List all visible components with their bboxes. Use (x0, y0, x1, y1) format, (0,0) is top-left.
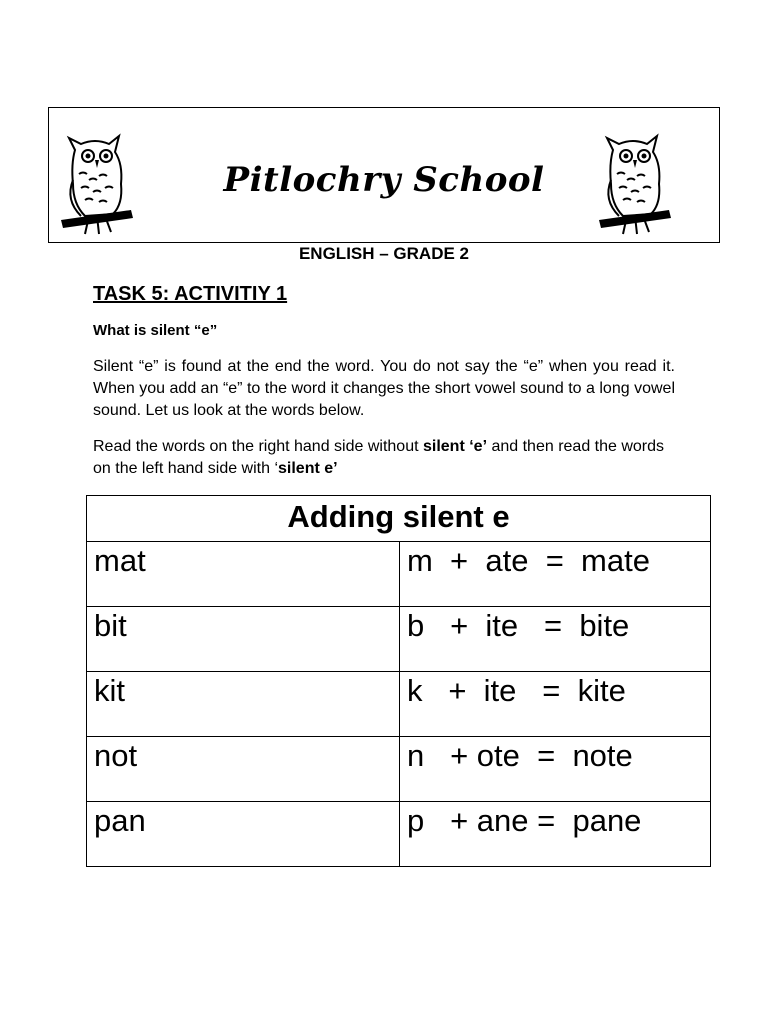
equation-cell: m + ate = mate (400, 542, 711, 607)
table-row (87, 802, 711, 867)
table-row (87, 737, 711, 802)
instruction-text: and then read the words on the left hand side with ‘ (93, 438, 665, 477)
table-row (87, 672, 711, 737)
equation-cell: k + ite = kite (400, 672, 711, 737)
owl-icon (597, 130, 677, 238)
word-cell: kit (87, 672, 400, 737)
school-header (48, 107, 720, 243)
grade-subtitle: ENGLISH – GRADE 2 (298, 244, 470, 263)
instruction-bold: silent ‘e’ (422, 438, 488, 455)
table-header-row (87, 496, 711, 542)
table-row (87, 607, 711, 672)
word-cell: pan (87, 802, 400, 867)
instruction-text: Read the words on the right hand side without (93, 438, 423, 455)
equation-cell: b + ite = bite (400, 607, 711, 672)
word-cell: mat (87, 542, 400, 607)
equation-cell: n + ote = note (400, 737, 711, 802)
school-name: Pitlochry School (223, 160, 545, 200)
word-cell: not (87, 737, 400, 802)
equation-cell: p + ane = pane (400, 802, 711, 867)
question-heading: What is silent “e” (93, 322, 218, 339)
silent-e-table (86, 495, 711, 867)
instruction-bold: silent e’ (278, 460, 338, 477)
table-title: Adding silent e (87, 496, 711, 542)
instruction-paragraph (93, 436, 683, 480)
word-cell: bit (87, 607, 400, 672)
explanation-paragraph: Silent “e” is found at the end the word. You do not say the “e” when you read it. When you add an “e” to the word it changes the short vowel sound to a long vowel sound. Let us look at the words below. (93, 358, 675, 419)
task-title: TASK 5: ACTIVITIY 1 (93, 283, 288, 305)
table-row (87, 542, 711, 607)
